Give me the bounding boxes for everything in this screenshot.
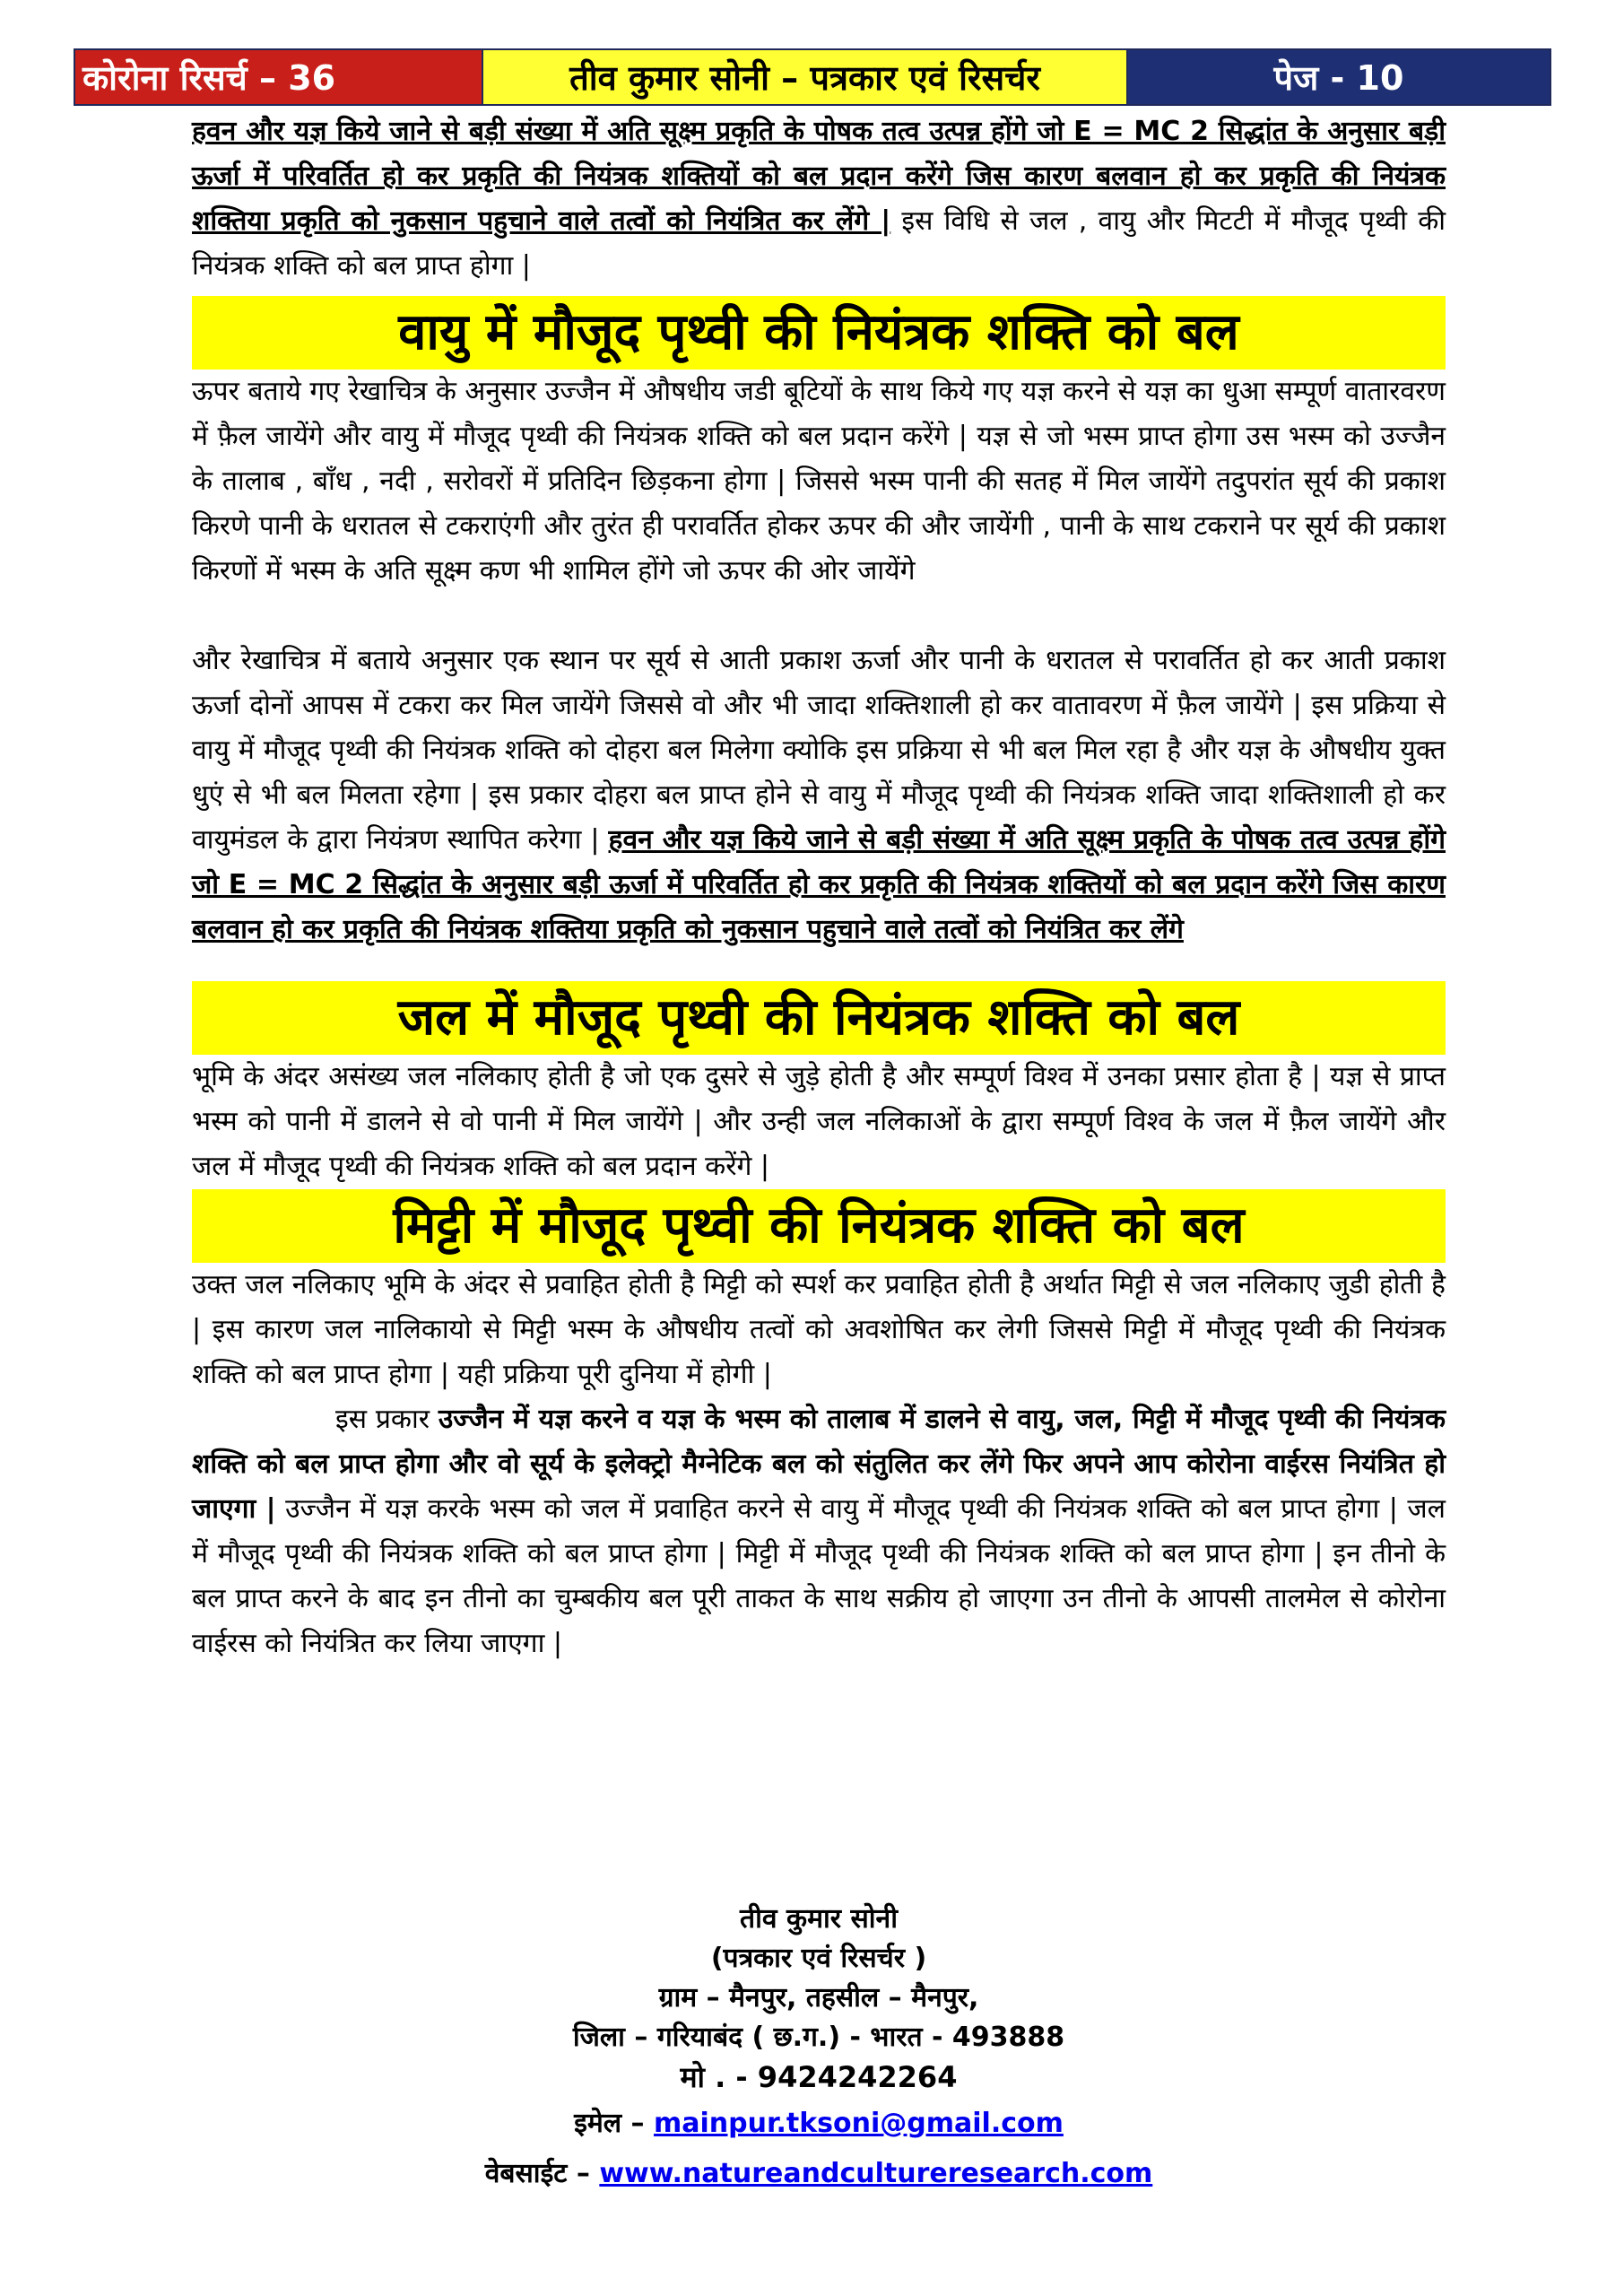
heading-mitti: मिट्टी में मौजूद पृथ्वी की नियंत्रक शक्ति को बल — [192, 1189, 1446, 1263]
heading-jal: जल में मौजूद पृथ्वी की नियंत्रक शक्ति को बल — [192, 981, 1446, 1055]
email-line — [192, 2104, 1446, 2144]
mitti-paragraph-2-bold: उज्जैन में यज्ञ करने व यज्ञ के भस्म को तालाब में डालने से वायु, जल, मिट्टी में मौजूद पृथ्वी की नियंत्रक शक्ति को बल प्राप्त होगा और वो सूर्य के इलेक्ट्रो मैग्नेटिक बल को संतुलित कर लेंगे फिर अपने आप कोरोना वाईरस नियंत्रित हो जाएगा | — [192, 1404, 1446, 1525]
series-title: कोरोना रिसर्च – 36 — [75, 50, 482, 104]
mitti-paragraph-1: उक्त जल नलिकाए भूमि के अंदर से प्रवाहित होती है मिट्टी को स्पर्श कर प्रवाहित होती है अर्थात मिट्टी से जल नलिकाए जुडी होती है | इस कारण जल नालिकायो से मिट्टी भस्म के औषधीय तत्वों को अवशोषित कर लेगी जिससे मिट्टी में मौजूद पृथ्वी की नियंत्रक शक्ति को बल प्राप्त होगा | यही प्रक्रिया पूरी दुनिया में होगी | — [192, 1269, 1446, 1390]
mitti-paragraph-2 — [192, 1397, 1446, 1666]
website-line — [192, 2154, 1446, 2194]
mitti-paragraph-2-rest: उज्जैन में यज्ञ करके भस्म को जल में प्रवाहित करने से वायु में मौजूद पृथ्वी की नियंत्रक शक्ति को बल प्राप्त होगा | जल में मौजूद पृथ्वी की नियंत्रक शक्ति को बल प्राप्त होगा | मिट्टी में मौजूद पृथ्वी की नियंत्रक शक्ति को बल प्राप्त होगा | इन तीनो के बल प्राप्त करने के बाद इन तीनो का चुम्बकीय बल पूरी ताकत के साथ सक्रीय हो जाएगा उन तीनो के आपसी तालमेल से कोरोना वाईरस को नियंत्रित कर लिया जाएगा | — [192, 1493, 1446, 1659]
author-village: ग्राम – मैनपुर, तहसील – मैनपुर, — [658, 1982, 979, 2013]
vayu-paragraph-2-text: और रेखाचित्र में बताये अनुसार एक स्थान पर सूर्य से आती प्रकाश ऊर्जा और पानी के धरातल से परावर्तित हो कर आती प्रकाश ऊर्जा दोनों आपस में टकरा कर मिल जायेंगे जिससे वो और भी जादा शक्तिशाली हो कर वातावरण में फ़ैल जायेंगे | इस प्रक्रिया से वायु में मौजूद पृथ्वी की नियंत्रक शक्ति को दोहरा बल मिलेगा क्योकि इस प्रक्रिया से भी बल मिल रहा है और यज्ञ के औषधीय युक्त धुएं से भी बल मिलता रहेगा | इस प्रकार दोहरा बल प्राप्त होने से वायु में मौजूद पृथ्वी की नियंत्रक शक्ति जादा शक्तिशाली हो कर वायुमंडल के द्वारा नियंत्रण स्थापित करेगा | — [192, 645, 1446, 856]
heading-vayu: वायु में मौजूद पृथ्वी की नियंत्रक शक्ति को बल — [192, 296, 1446, 370]
main-content — [192, 108, 1446, 1666]
page-header — [74, 48, 1551, 106]
email-label: इमेल – — [574, 2108, 654, 2139]
author-district: जिला – गरियाबंद ( छ.ग.) - भारत - 493888 — [572, 2022, 1065, 2053]
jal-paragraph: भूमि के अंदर असंख्य जल नलिकाए होती है जो एक दुसरे से जुड़े होती है और सम्पूर्ण विश्व में उनका प्रसार होता है | यज्ञ से प्राप्त भस्म को पानी में डालने से वो पानी में मिल जायेंगे | और उन्ही जल नलिकाओं के द्वारा सम्पूर्ण विश्व के जल में फ़ैल जायेंगे और जल में मौजूद पृथ्वी की नियंत्रक शक्ति को बल प्रदान करेंगे | — [192, 1061, 1446, 1182]
author-title: तीव कुमार सोनी – पत्रकार एवं रिसर्चर — [482, 50, 1128, 104]
mitti-paragraph-2-lead: इस प्रकार — [335, 1404, 439, 1435]
author-role: (पत्रकार एवं रिसर्चर ) — [710, 1943, 927, 1974]
intro-paragraph — [192, 109, 1446, 289]
vayu-paragraph-2-bold: हवन और यज्ञ किये जाने से बड़ी संख्या में अति सूक्ष्म प्रकृति के पोषक तत्व उत्पन्न होंगे जो E = MC 2 सिद्धांत के अनुसार बड़ी ऊर्जा में परिवर्तित हो कर प्रकृति की नियंत्रक शक्तियों को बल प्रदान करेंगे जिस कारण बलवान हो कर प्रकृति की नियंत्रक शक्तिया प्रकृति को नुकसान पहुचाने वाले तत्वों को नियंत्रित कर लेंगे — [192, 824, 1446, 945]
intro-bold-text: हवन और यज्ञ किये जाने से बड़ी संख्या में अति सूक्ष्म प्रकृति के पोषक तत्व उत्पन्न होंगे जो E = MC 2 सिद्धांत के अनुसार बड़ी ऊर्जा में परिवर्तित हो कर प्रकृति की नियंत्रक शक्तियों को बल प्रदान करेंगे जिस कारण बलवान हो कर प्रकृति की नियंत्रक शक्तिया प्रकृति को नुकसान पहुचाने वाले तत्वों को नियंत्रित कर लेंगे | — [192, 116, 1446, 237]
website-link[interactable]: www.natureandcultureresearch.com — [599, 2158, 1153, 2189]
email-link[interactable]: mainpur.tksoni@gmail.com — [654, 2108, 1064, 2139]
website-label: वेबसाईट – — [484, 2158, 600, 2189]
vayu-paragraph-2 — [192, 639, 1446, 952]
author-name: तीव कुमार सोनी — [740, 1903, 898, 1935]
intro-normal-text: इस विधि से जल , वायु और मिटटी में मौजूद पृथ्वी की नियंत्रक शक्ति को बल प्राप्त होगा | — [192, 205, 1446, 282]
vayu-paragraph-1: ऊपर बताये गए रेखाचित्र के अनुसार उज्जैन में औषधीय जडी बूटियों के साथ किये गए यज्ञ करने से यज्ञ का धुआ सम्पूर्ण वातारवरण में फ़ैल जायेंगे और वायु में मौजूद पृथ्वी की नियंत्रक शक्ति को बल प्रदान करेंगे | यज्ञ से जो भस्म प्राप्त होगा उस भस्म को उज्जैन के तालाब , बाँध , नदी , सरोवरों में प्रतिदिन छिड़कना होगा | जिससे भस्म पानी की सतह में मिल जायेंगे तदुपरांत सूर्य की प्रकाश किरणे पानी के धरातल से टकराएंगी और तुरंत ही परावर्तित होकर ऊपर की और जायेंगी , पानी के साथ टकराने पर सूर्य की प्रकाश किरणों में भस्म के अति सूक्ष्म कण भी शामिल होंगे जो ऊपर की ओर जायेंगे — [192, 376, 1446, 587]
author-mobile: मो . - 9424242264 — [680, 2060, 958, 2094]
page-number: पेज - 10 — [1128, 50, 1550, 104]
author-signature — [192, 1900, 1446, 2194]
